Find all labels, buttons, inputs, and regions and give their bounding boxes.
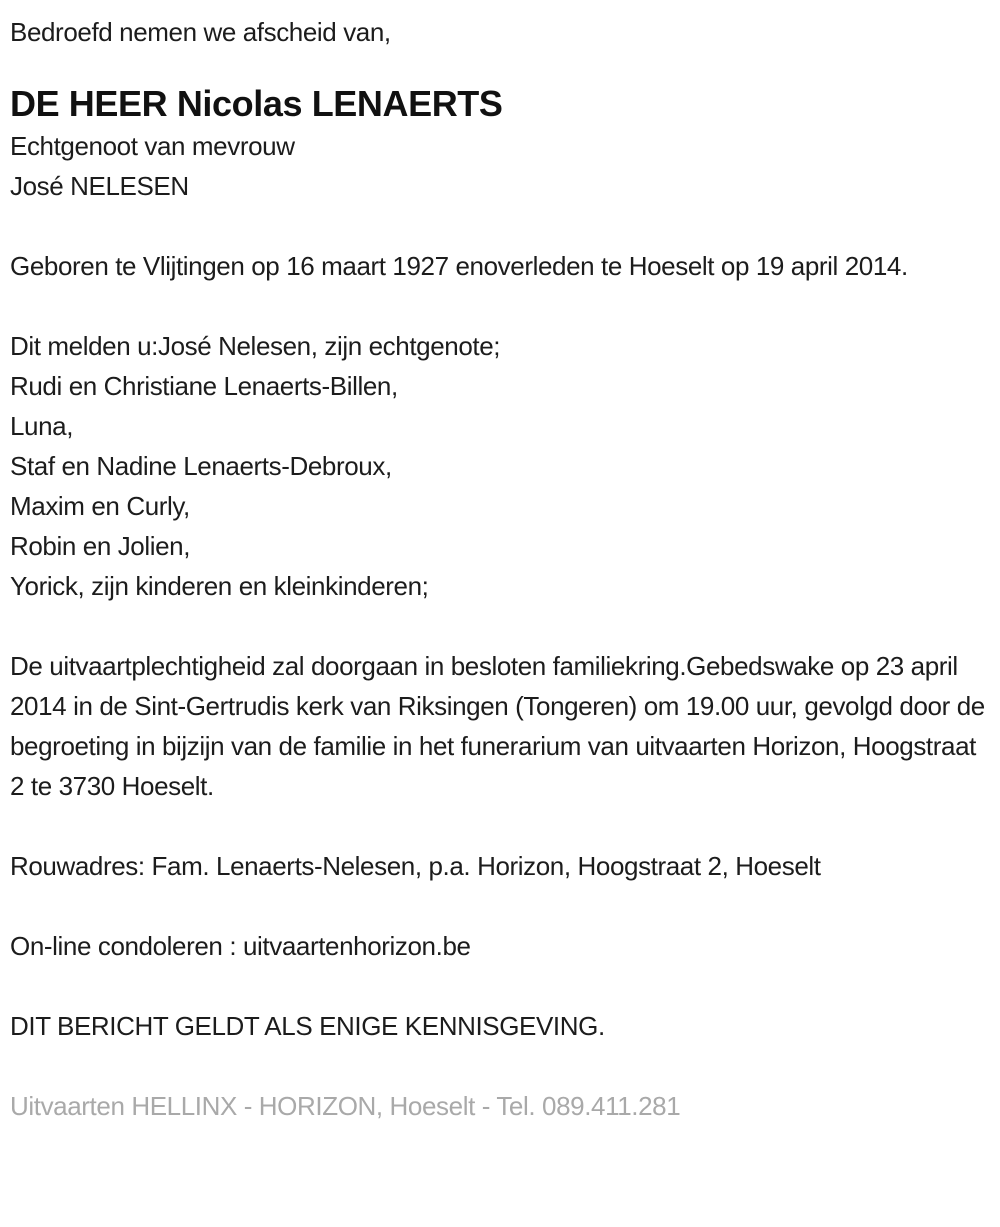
funeral-home-footer: Uitvaarten HELLINX - HORIZON, Hoeselt - Tel. 089.411.281 xyxy=(10,1091,681,1121)
relation-line-2: José NELESEN xyxy=(10,171,189,201)
spacer xyxy=(10,886,990,926)
intro-line: Bedroefd nemen we afscheid van, xyxy=(10,17,391,47)
spacer xyxy=(10,1046,990,1086)
family-line: Yorick, zijn kinderen en kleinkinderen; xyxy=(10,571,429,601)
mourning-address-line: Rouwadres: Fam. Lenaerts-Nelesen, p.a. Horizon, Hoogstraat 2, Hoeselt xyxy=(10,851,821,881)
family-line: Rudi en Christiane Lenaerts-Billen, xyxy=(10,371,398,401)
family-line: Luna, xyxy=(10,411,74,441)
ceremony-paragraph: De uitvaartplechtigheid zal doorgaan in besloten familiekring.Gebedswake op 23 april 2014 in de Sint-Gertrudis kerk van Riksingen (Tongeren) om 19.00 uur, gevolgd door de begroeting in bijzijn van de familie in het funerarium van uitvaarten Horizon, Hoogstraat 2 te 3730 Hoeselt. xyxy=(10,651,985,801)
family-line: Staf en Nadine Lenaerts-Debroux, xyxy=(10,451,392,481)
spacer xyxy=(10,966,990,1006)
spacer xyxy=(10,206,990,246)
family-line: Maxim en Curly, xyxy=(10,491,190,521)
relation-line-1: Echtgenoot van mevrouw xyxy=(10,131,295,161)
deceased-name: DE HEER Nicolas LENAERTS xyxy=(10,83,503,124)
spacer xyxy=(10,806,990,846)
spacer xyxy=(10,286,990,326)
life-dates-paragraph: Geboren te Vlijtingen op 16 maart 1927 enoverleden te Hoeselt op 19 april 2014. xyxy=(10,251,908,281)
family-list xyxy=(10,326,990,606)
family-line: Robin en Jolien, xyxy=(10,531,191,561)
condolence-line: On-line condoleren : uitvaartenhorizon.be xyxy=(10,931,471,961)
family-line: Dit melden u:José Nelesen, zijn echtgenote; xyxy=(10,331,501,361)
notice-line: DIT BERICHT GELDT ALS ENIGE KENNISGEVING. xyxy=(10,1011,605,1041)
spacer xyxy=(10,606,990,646)
